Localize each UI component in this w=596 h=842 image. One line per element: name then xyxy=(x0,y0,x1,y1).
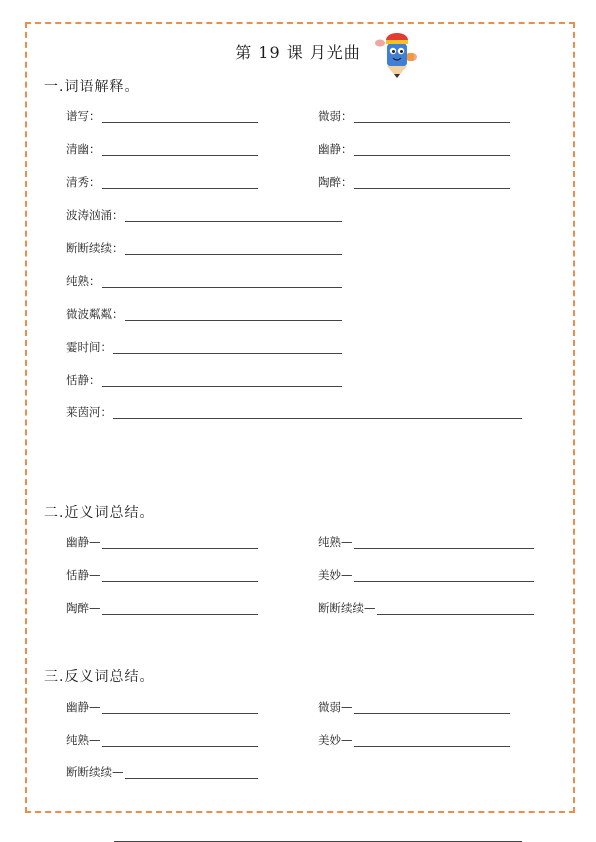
answer-row xyxy=(66,274,342,288)
term-label: 幽静： xyxy=(318,142,353,156)
term-label: 陶醉： xyxy=(318,175,353,189)
answer-line[interactable] xyxy=(102,386,342,387)
term-label: 断断续续— xyxy=(66,765,124,779)
term-label: 幽静— xyxy=(66,535,101,549)
answer-line[interactable] xyxy=(125,221,342,222)
answer-row xyxy=(66,109,258,123)
term-label: 霎时间： xyxy=(66,340,112,354)
answer-row xyxy=(66,241,342,255)
answer-row xyxy=(66,175,258,189)
answer-line[interactable] xyxy=(354,155,510,156)
answer-row xyxy=(66,340,342,354)
term-label: 恬静— xyxy=(66,568,101,582)
term-label: 纯熟— xyxy=(66,733,101,747)
term-label: 美妙— xyxy=(318,733,353,747)
term-label: 陶醉— xyxy=(66,601,101,615)
term-label: 幽静— xyxy=(66,700,101,714)
answer-line[interactable] xyxy=(102,155,258,156)
answer-line[interactable] xyxy=(102,122,258,123)
section-heading: 一.词语解释。 xyxy=(44,79,140,95)
page-title: 第 19 课 月光曲 xyxy=(235,43,361,62)
answer-line[interactable] xyxy=(102,188,258,189)
term-label: 微波粼粼： xyxy=(66,307,124,321)
answer-line[interactable] xyxy=(125,254,342,255)
term-label: 断断续续： xyxy=(66,241,124,255)
answer-row xyxy=(66,142,258,156)
answer-line[interactable] xyxy=(354,122,510,123)
term-label: 纯熟： xyxy=(66,274,101,288)
answer-line[interactable] xyxy=(102,287,342,288)
term-label: 微弱： xyxy=(318,109,353,123)
term-label: 清幽： xyxy=(66,142,101,156)
section-heading: 三.反义词总结。 xyxy=(44,669,155,685)
term-label: 波涛汹涌： xyxy=(66,208,124,222)
answer-row xyxy=(66,373,342,387)
answer-row xyxy=(318,175,510,189)
answer-line[interactable] xyxy=(113,418,522,419)
term-label: 莱茵河： xyxy=(66,405,112,419)
answer-row xyxy=(66,307,342,321)
answer-line[interactable] xyxy=(354,188,510,189)
answer-row xyxy=(66,208,342,222)
term-label: 纯熟— xyxy=(318,535,353,549)
answer-row xyxy=(66,405,522,419)
pencil-mascot-icon xyxy=(370,27,420,79)
term-label: 恬静： xyxy=(66,373,101,387)
answer-row xyxy=(318,109,510,123)
term-label: 微弱— xyxy=(318,700,353,714)
term-label: 断断续续— xyxy=(318,601,376,615)
term-label: 清秀： xyxy=(66,175,101,189)
answer-line[interactable] xyxy=(125,320,342,321)
term-label: 美妙— xyxy=(318,568,353,582)
answer-line[interactable] xyxy=(113,353,342,354)
section-heading: 二.近义词总结。 xyxy=(44,505,155,521)
answer-line-continuation[interactable] xyxy=(114,450,522,842)
answer-row xyxy=(318,142,510,156)
term-label: 谱写： xyxy=(66,109,101,123)
